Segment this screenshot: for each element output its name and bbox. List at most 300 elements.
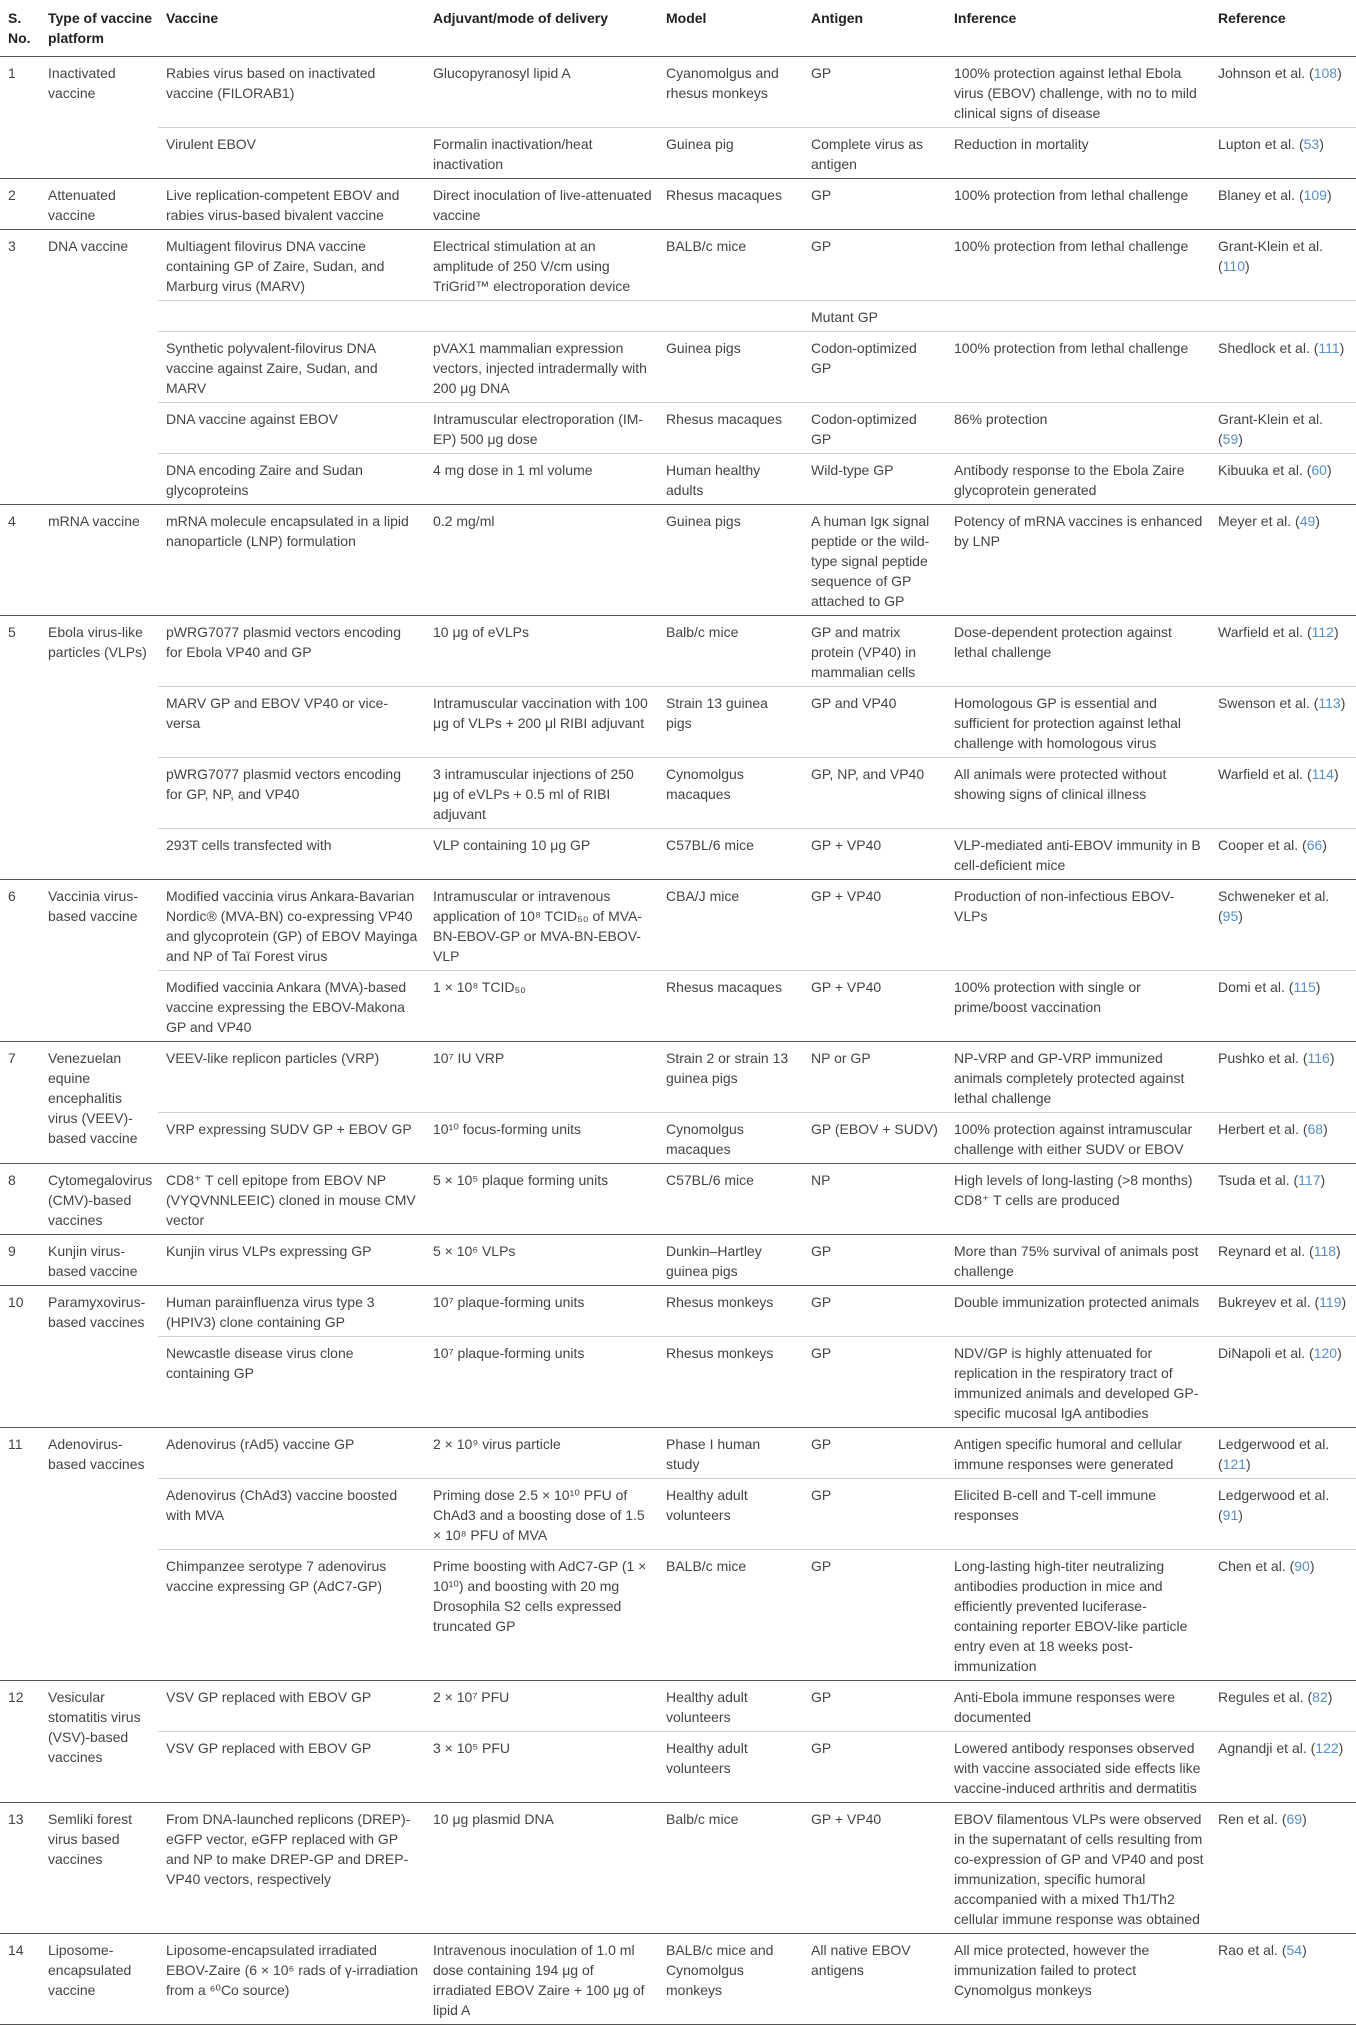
adjuvant-cell: 10¹⁰ focus-forming units bbox=[425, 1113, 658, 1164]
reference-link[interactable]: 115 bbox=[1293, 979, 1316, 995]
inference-cell: All mice protected, however the immunization failed to protect Cynomolgus monkeys bbox=[946, 1934, 1210, 2025]
reference-close: ) bbox=[1302, 1811, 1307, 1827]
reference-link[interactable]: 111 bbox=[1318, 340, 1340, 356]
reference-link[interactable]: 49 bbox=[1299, 513, 1316, 529]
header-reference: Reference bbox=[1210, 0, 1356, 57]
inference-cell: Antigen specific humoral and cellular immune responses were generated bbox=[946, 1428, 1210, 1479]
antigen-cell: GP + VP40 bbox=[803, 1803, 946, 1934]
antigen-cell: NP or GP bbox=[803, 1042, 946, 1113]
header-sno: S. No. bbox=[0, 0, 40, 57]
reference-close: ) bbox=[1326, 187, 1332, 203]
reference-cell bbox=[1210, 1286, 1356, 1337]
reference-author: Grant-Klein et al. ( bbox=[1218, 411, 1324, 447]
row-number: 13 bbox=[0, 1803, 40, 1934]
reference-author: Rao et al. ( bbox=[1218, 1942, 1287, 1958]
adjuvant-cell: VLP containing 10 μg GP bbox=[425, 829, 658, 880]
inference-cell: 86% protection bbox=[946, 403, 1210, 454]
reference-link[interactable]: 112 bbox=[1311, 624, 1334, 640]
antigen-cell: GP and matrix protein (VP40) in mammalian cells bbox=[803, 616, 946, 687]
table-row bbox=[0, 687, 1356, 758]
antigen-cell: Codon-optimized GP bbox=[803, 332, 946, 403]
model-cell: Healthy adult volunteers bbox=[658, 1479, 803, 1550]
reference-author: Agnandji et al. ( bbox=[1218, 1740, 1316, 1756]
vaccine-platform: Vaccinia virus-based vaccine bbox=[40, 880, 158, 1042]
vaccine-cell: Newcastle disease virus clone containing GP bbox=[158, 1337, 425, 1428]
adjuvant-cell: 10 μg plasmid DNA bbox=[425, 1803, 658, 1934]
row-number: 8 bbox=[0, 1164, 40, 1235]
reference-author: Pushko et al. ( bbox=[1218, 1050, 1308, 1066]
vaccine-platform: Attenuated vaccine bbox=[40, 179, 158, 230]
table-row bbox=[0, 505, 1356, 616]
adjuvant-cell: Formalin inactivation/heat inactivation bbox=[425, 128, 658, 179]
reference-link[interactable]: 69 bbox=[1286, 1811, 1303, 1827]
header-inference: Inference bbox=[946, 0, 1210, 57]
model-cell: Guinea pig bbox=[658, 128, 803, 179]
vaccine-cell: VSV GP replaced with EBOV GP bbox=[158, 1681, 425, 1732]
table-row bbox=[0, 403, 1356, 454]
vaccine-cell: Modified vaccinia virus Ankara-Bavarian Nordic® (MVA-BN) co-expressing VP40 and glycoprotein (GP) of EBOV Mayinga and NP of Taï Forest virus bbox=[158, 880, 425, 971]
vaccine-platform: mRNA vaccine bbox=[40, 505, 158, 616]
vaccine-cell: From DNA-launched replicons (DREP)-eGFP vector, eGFP replaced with GP and NP to make DREP-GP and DREP-VP40 vectors, respectively bbox=[158, 1803, 425, 1934]
adjuvant-cell: 10⁷ plaque-forming units bbox=[425, 1337, 658, 1428]
model-cell: C57BL/6 mice bbox=[658, 1164, 803, 1235]
adjuvant-cell: Priming dose 2.5 × 10¹⁰ PFU of ChAd3 and a boosting dose of 1.5 × 10⁸ PFU of MVA bbox=[425, 1479, 658, 1550]
adjuvant-cell: Electrical stimulation at an amplitude of 250 V/cm using TriGrid™ electroporation device bbox=[425, 230, 658, 301]
adjuvant-cell: 10⁷ plaque-forming units bbox=[425, 1286, 658, 1337]
vaccine-platform: Liposome-encapsulated vaccine bbox=[40, 1934, 158, 2025]
reference-link[interactable]: 113 bbox=[1318, 695, 1341, 711]
inference-cell: Lowered antibody responses observed with vaccine associated side effects like vaccine-induced arthritis and dermatitis bbox=[946, 1732, 1210, 1803]
reference-author: Schweneker et al. ( bbox=[1218, 888, 1330, 924]
table-row bbox=[0, 971, 1356, 1042]
reference-author: Herbert et al. ( bbox=[1218, 1121, 1308, 1137]
row-number: 4 bbox=[0, 505, 40, 616]
vaccine-cell: Synthetic polyvalent-filovirus DNA vaccine against Zaire, Sudan, and MARV bbox=[158, 332, 425, 403]
reference-close: ) bbox=[1320, 1172, 1326, 1188]
model-cell: CBA/J mice bbox=[658, 880, 803, 971]
reference-link[interactable]: 59 bbox=[1222, 431, 1239, 447]
reference-close: ) bbox=[1238, 908, 1243, 924]
model-cell: BALB/c mice bbox=[658, 1550, 803, 1681]
reference-cell bbox=[1210, 758, 1356, 829]
antigen-cell: GP (EBOV + SUDV) bbox=[803, 1113, 946, 1164]
adjuvant-cell bbox=[425, 301, 658, 332]
inference-cell: More than 75% survival of animals post challenge bbox=[946, 1235, 1210, 1286]
reference-cell bbox=[1210, 128, 1356, 179]
inference-cell: 100% protection with single or prime/boost vaccination bbox=[946, 971, 1210, 1042]
reference-link[interactable]: 91 bbox=[1222, 1507, 1239, 1523]
adjuvant-cell: 1 × 10⁸ TCID₅₀ bbox=[425, 971, 658, 1042]
reference-link[interactable]: 109 bbox=[1303, 187, 1327, 203]
vaccine-cell: VEEV-like replicon particles (VRP) bbox=[158, 1042, 425, 1113]
reference-author: Johnson et al. ( bbox=[1218, 65, 1314, 81]
model-cell: Human healthy adults bbox=[658, 454, 803, 505]
table-row bbox=[0, 1286, 1356, 1337]
reference-link[interactable]: 54 bbox=[1286, 1942, 1303, 1958]
reference-cell bbox=[1210, 1113, 1356, 1164]
header-adjuvant: Adjuvant/mode of delivery bbox=[425, 0, 658, 57]
table-row bbox=[0, 616, 1356, 687]
table-row bbox=[0, 1803, 1356, 1934]
antigen-cell: GP bbox=[803, 1286, 946, 1337]
model-cell: Rhesus monkeys bbox=[658, 1337, 803, 1428]
reference-close: ) bbox=[1238, 431, 1243, 447]
reference-close: ) bbox=[1329, 1050, 1335, 1066]
reference-cell bbox=[1210, 1042, 1356, 1113]
table-row bbox=[0, 57, 1356, 128]
reference-close: ) bbox=[1341, 1294, 1347, 1310]
reference-author: Meyer et al. ( bbox=[1218, 513, 1300, 529]
antigen-cell: GP bbox=[803, 230, 946, 301]
reference-link[interactable]: 108 bbox=[1313, 65, 1338, 81]
reference-cell bbox=[1210, 230, 1356, 301]
table-row bbox=[0, 829, 1356, 880]
row-number: 10 bbox=[0, 1286, 40, 1428]
model-cell: Balb/c mice bbox=[658, 1803, 803, 1934]
vaccine-platform: Venezuelan equine encephalitis virus (VEEV)-based vaccine bbox=[40, 1042, 158, 1164]
reference-link[interactable]: 95 bbox=[1222, 908, 1239, 924]
inference-cell: Anti-Ebola immune responses were documented bbox=[946, 1681, 1210, 1732]
vaccine-cell: DNA vaccine against EBOV bbox=[158, 403, 425, 454]
reference-link[interactable]: 117 bbox=[1298, 1172, 1321, 1188]
antigen-cell: GP bbox=[803, 1550, 946, 1681]
inference-cell: NDV/GP is highly attenuated for replication in the respiratory tract of immunized animals and developed GP-specific mucosal IgA antibodies bbox=[946, 1337, 1210, 1428]
table-row bbox=[0, 1235, 1356, 1286]
reference-author: Swenson et al. ( bbox=[1218, 695, 1319, 711]
antigen-cell: GP bbox=[803, 1235, 946, 1286]
reference-author: Blaney et al. ( bbox=[1218, 187, 1304, 203]
model-cell: Healthy adult volunteers bbox=[658, 1732, 803, 1803]
vaccine-platform: Kunjin virus-based vaccine bbox=[40, 1235, 158, 1286]
reference-close: ) bbox=[1338, 1740, 1344, 1756]
adjuvant-cell: 4 mg dose in 1 ml volume bbox=[425, 454, 658, 505]
table-row bbox=[0, 128, 1356, 179]
model-cell: BALB/c mice bbox=[658, 230, 803, 301]
table-row bbox=[0, 758, 1356, 829]
adjuvant-cell: 5 × 10⁶ VLPs bbox=[425, 1235, 658, 1286]
vaccine-platform: Paramyxovirus-based vaccines bbox=[40, 1286, 158, 1428]
reference-close: ) bbox=[1245, 258, 1250, 274]
reference-close: ) bbox=[1315, 979, 1321, 995]
header-antigen: Antigen bbox=[803, 0, 946, 57]
row-number: 14 bbox=[0, 1934, 40, 2025]
adjuvant-cell: 3 × 10⁵ PFU bbox=[425, 1732, 658, 1803]
model-cell: Strain 2 or strain 13 guinea pigs bbox=[658, 1042, 803, 1113]
adjuvant-cell: Glucopyranosyl lipid A bbox=[433, 65, 571, 81]
antigen-cell: GP bbox=[803, 1479, 946, 1550]
vaccine-cell: Adenovirus (ChAd3) vaccine boosted with MVA bbox=[158, 1479, 425, 1550]
antigen-cell: Codon-optimized GP bbox=[803, 403, 946, 454]
vaccine-cell: Live replication-competent EBOV and rabies virus-based bivalent vaccine bbox=[158, 179, 425, 230]
reference-author: Cooper et al. ( bbox=[1218, 837, 1307, 853]
reference-author: Lupton et al. ( bbox=[1218, 136, 1304, 152]
model-cell: Cynomolgus macaques bbox=[658, 1113, 803, 1164]
reference-link[interactable]: 119 bbox=[1319, 1294, 1342, 1310]
model-cell: Dunkin–Hartley guinea pigs bbox=[658, 1235, 803, 1286]
table-row bbox=[0, 880, 1356, 971]
vaccine-cell bbox=[158, 301, 425, 332]
inference-cell: VLP-mediated anti-EBOV immunity in B cell-deficient mice bbox=[946, 829, 1210, 880]
row-number: 2 bbox=[0, 179, 40, 230]
reference-author: Ledgerwood et al. ( bbox=[1218, 1487, 1330, 1523]
inference-cell: Potency of mRNA vaccines is enhanced by LNP bbox=[946, 505, 1210, 616]
antigen-cell: GP + VP40 bbox=[803, 971, 946, 1042]
reference-link[interactable]: 60 bbox=[1311, 462, 1327, 478]
reference-cell bbox=[1210, 1550, 1356, 1681]
antigen-cell: GP bbox=[811, 65, 832, 81]
antigen-cell: Wild-type GP bbox=[803, 454, 946, 505]
reference-cell bbox=[1210, 179, 1356, 230]
row-number: 9 bbox=[0, 1235, 40, 1286]
adjuvant-cell: 2 × 10⁹ virus particle bbox=[425, 1428, 658, 1479]
reference-cell bbox=[1210, 301, 1356, 332]
vaccine-cell: Chimpanzee serotype 7 adenovirus vaccine expressing GP (AdC7-GP) bbox=[158, 1550, 425, 1681]
reference-author: Ren et al. ( bbox=[1218, 1811, 1287, 1827]
adjuvant-cell: 5 × 10⁵ plaque forming units bbox=[425, 1164, 658, 1235]
reference-author: Ledgerwood et al. ( bbox=[1218, 1436, 1330, 1472]
vaccine-platform: Semliki forest virus based vaccines bbox=[40, 1803, 158, 1934]
antigen-cell: A human Igκ signal peptide or the wild-type signal peptide sequence of GP attached to GP bbox=[803, 505, 946, 616]
reference-close: ) bbox=[1323, 1121, 1328, 1137]
antigen-cell: GP bbox=[803, 1428, 946, 1479]
reference-cell bbox=[1210, 1934, 1356, 2025]
vaccine-cell: Kunjin virus VLPs expressing GP bbox=[158, 1235, 425, 1286]
reference-close: ) bbox=[1337, 65, 1342, 81]
reference-cell bbox=[1210, 829, 1356, 880]
reference-author: Reynard et al. ( bbox=[1218, 1243, 1314, 1259]
reference-close: ) bbox=[1326, 462, 1332, 478]
antigen-cell: Mutant GP bbox=[803, 301, 946, 332]
reference-author: Regules et al. ( bbox=[1218, 1689, 1313, 1705]
table-row bbox=[0, 230, 1356, 301]
reference-cell bbox=[1210, 1732, 1356, 1803]
antigen-cell: GP, NP, and VP40 bbox=[803, 758, 946, 829]
table-row bbox=[0, 1681, 1356, 1732]
vaccine-cell: Human parainfluenza virus type 3 (HPIV3) clone containing GP bbox=[158, 1286, 425, 1337]
vaccine-cell: mRNA molecule encapsulated in a lipid nanoparticle (LNP) formulation bbox=[158, 505, 425, 616]
inference-cell: 100% protection from lethal challenge bbox=[946, 332, 1210, 403]
table-row bbox=[0, 1337, 1356, 1428]
table-row bbox=[0, 1732, 1356, 1803]
vaccine-cell: Rabies virus based on inactivated vaccine (FILORAB1) bbox=[166, 65, 376, 101]
reference-close: ) bbox=[1336, 1243, 1341, 1259]
reference-author: Tsuda et al. ( bbox=[1218, 1172, 1299, 1188]
model-cell bbox=[658, 301, 803, 332]
inference-cell: Reduction in mortality bbox=[946, 128, 1210, 179]
vaccine-cell: Virulent EBOV bbox=[158, 128, 425, 179]
reference-link[interactable]: 68 bbox=[1307, 1121, 1324, 1137]
adjuvant-cell: 10⁷ IU VRP bbox=[425, 1042, 658, 1113]
table-row bbox=[0, 454, 1356, 505]
table-row bbox=[0, 1428, 1356, 1479]
table-body bbox=[0, 57, 1356, 2025]
model-cell: Healthy adult volunteers bbox=[658, 1681, 803, 1732]
reference-cell bbox=[1210, 880, 1356, 971]
table-header-row bbox=[0, 0, 1356, 57]
antigen-cell: GP bbox=[803, 1732, 946, 1803]
inference-cell: 100% protection against lethal Ebola virus (EBOV) challenge, with no to mild clinical signs of disease bbox=[954, 65, 1197, 121]
inference-cell: Production of non-infectious EBOV-VLPs bbox=[946, 880, 1210, 971]
inference-cell: 100% protection against intramuscular challenge with either SUDV or EBOV bbox=[946, 1113, 1210, 1164]
vaccine-cell: Multiagent filovirus DNA vaccine containing GP of Zaire, Sudan, and Marburg virus (MARV) bbox=[158, 230, 425, 301]
reference-close: ) bbox=[1319, 136, 1324, 152]
inference-cell: Double immunization protected animals bbox=[946, 1286, 1210, 1337]
reference-link[interactable]: 90 bbox=[1294, 1558, 1310, 1574]
model-cell: Strain 13 guinea pigs bbox=[658, 687, 803, 758]
vaccine-cell: VSV GP replaced with EBOV GP bbox=[158, 1732, 425, 1803]
header-vaccine: Vaccine bbox=[158, 0, 425, 57]
reference-close: ) bbox=[1327, 1689, 1333, 1705]
adjuvant-cell: 2 × 10⁷ PFU bbox=[425, 1681, 658, 1732]
inference-cell: Antibody response to the Ebola Zaire glycoprotein generated bbox=[946, 454, 1210, 505]
vaccine-cell: pWRG7077 plasmid vectors encoding for GP, NP, and VP40 bbox=[158, 758, 425, 829]
antigen-cell: GP + VP40 bbox=[803, 829, 946, 880]
inference-cell: Homologous GP is essential and sufficient for protection against lethal challenge with homologous virus bbox=[946, 687, 1210, 758]
header-type: Type of vaccine platform bbox=[40, 0, 158, 57]
antigen-cell: NP bbox=[803, 1164, 946, 1235]
model-cell: Cynomolgus macaques bbox=[658, 758, 803, 829]
vaccine-cell: pWRG7077 plasmid vectors encoding for Ebola VP40 and GP bbox=[158, 616, 425, 687]
adjuvant-cell: Intramuscular vaccination with 100 μg of VLPs + 200 μl RIBI adjuvant bbox=[425, 687, 658, 758]
reference-close: ) bbox=[1302, 1942, 1307, 1958]
reference-link[interactable]: 110 bbox=[1222, 258, 1245, 274]
table-row bbox=[0, 1164, 1356, 1235]
reference-close: ) bbox=[1333, 766, 1339, 782]
reference-author: Shedlock et al. ( bbox=[1218, 340, 1319, 356]
adjuvant-cell: Direct inoculation of live-attenuated vaccine bbox=[425, 179, 658, 230]
adjuvant-cell: Intramuscular electroporation (IM-EP) 500 μg dose bbox=[425, 403, 658, 454]
reference-link[interactable]: 66 bbox=[1306, 837, 1323, 853]
vaccine-cell: Adenovirus (rAd5) vaccine GP bbox=[158, 1428, 425, 1479]
reference-close: ) bbox=[1322, 837, 1327, 853]
vaccine-platform: Ebola virus-like particles (VLPs) bbox=[40, 616, 158, 880]
model-cell: Balb/c mice bbox=[658, 616, 803, 687]
reference-cell bbox=[1210, 1235, 1356, 1286]
reference-link[interactable]: 53 bbox=[1303, 136, 1320, 152]
reference-author: DiNapoli et al. ( bbox=[1218, 1345, 1314, 1361]
antigen-cell: Complete virus as antigen bbox=[803, 128, 946, 179]
vaccine-platform: Adenovirus-based vaccines bbox=[40, 1428, 158, 1681]
vaccine-platform: Vesicular stomatitis virus (VSV)-based vaccines bbox=[40, 1681, 158, 1803]
reference-author: Kibuuka et al. ( bbox=[1218, 462, 1312, 478]
reference-cell bbox=[1210, 454, 1356, 505]
reference-cell bbox=[1210, 971, 1356, 1042]
reference-author: Bukreyev et al. ( bbox=[1218, 1294, 1320, 1310]
reference-close: ) bbox=[1337, 1345, 1342, 1361]
table-row bbox=[0, 1934, 1356, 2025]
reference-cell bbox=[1210, 1164, 1356, 1235]
row-number: 7 bbox=[0, 1042, 40, 1164]
adjuvant-cell: Prime boosting with AdC7-GP (1 × 10¹⁰) and boosting with 20 mg Drosophila S2 cells expressed truncated GP bbox=[425, 1550, 658, 1681]
table-row bbox=[0, 179, 1356, 230]
model-cell: Rhesus macaques bbox=[658, 179, 803, 230]
reference-close: ) bbox=[1340, 695, 1346, 711]
table-row bbox=[0, 301, 1356, 332]
inference-cell: Long-lasting high-titer neutralizing antibodies production in mice and efficiently prevented luciferase-containing reporter EBOV-like particle entry even at 18 weeks post-immunization bbox=[946, 1550, 1210, 1681]
adjuvant-cell: 10 μg of eVLPs bbox=[425, 616, 658, 687]
reference-cell bbox=[1210, 616, 1356, 687]
row-number: 1 bbox=[8, 65, 16, 81]
table-row bbox=[0, 1479, 1356, 1550]
reference-link[interactable]: 122 bbox=[1315, 1740, 1339, 1756]
inference-cell: Elicited B-cell and T-cell immune responses bbox=[946, 1479, 1210, 1550]
header-model: Model bbox=[658, 0, 803, 57]
row-number: 6 bbox=[0, 880, 40, 1042]
reference-cell bbox=[1210, 57, 1356, 128]
row-number: 12 bbox=[0, 1681, 40, 1803]
reference-author: Warfield et al. ( bbox=[1218, 624, 1312, 640]
row-number: 11 bbox=[0, 1428, 40, 1681]
inference-cell bbox=[946, 301, 1210, 332]
adjuvant-cell: Intramuscular or intravenous application of 10⁸ TCID₅₀ of MVA-BN-EBOV-GP or MVA-BN-EBOV-VLP bbox=[425, 880, 658, 971]
adjuvant-cell: 3 intramuscular injections of 250 μg of eVLPs + 0.5 ml of RIBI adjuvant bbox=[425, 758, 658, 829]
model-cell: Rhesus macaques bbox=[658, 403, 803, 454]
vaccine-platform: DNA vaccine bbox=[40, 230, 158, 505]
reference-cell bbox=[1210, 332, 1356, 403]
model-cell: Rhesus macaques bbox=[658, 971, 803, 1042]
model-cell: Guinea pigs bbox=[658, 332, 803, 403]
model-cell: Guinea pigs bbox=[658, 505, 803, 616]
antigen-cell: GP and VP40 bbox=[803, 687, 946, 758]
reference-link[interactable]: 120 bbox=[1313, 1345, 1338, 1361]
reference-link[interactable]: 82 bbox=[1312, 1689, 1328, 1705]
reference-link[interactable]: 118 bbox=[1313, 1243, 1337, 1259]
reference-cell bbox=[1210, 1337, 1356, 1428]
reference-author: Warfield et al. ( bbox=[1218, 766, 1312, 782]
reference-cell bbox=[1210, 687, 1356, 758]
reference-cell bbox=[1210, 1803, 1356, 1934]
reference-close: ) bbox=[1238, 1507, 1243, 1523]
reference-cell bbox=[1210, 505, 1356, 616]
antigen-cell: GP bbox=[803, 1681, 946, 1732]
antigen-cell: GP bbox=[803, 1337, 946, 1428]
reference-link[interactable]: 116 bbox=[1307, 1050, 1330, 1066]
adjuvant-cell: Intravenous inoculation of 1.0 ml dose containing 194 μg of irradiated EBOV Zaire + 100 μg of lipid A bbox=[425, 1934, 658, 2025]
vaccine-cell: 293T cells transfected with bbox=[158, 829, 425, 880]
antigen-cell: GP bbox=[803, 179, 946, 230]
vaccine-platform: Inactivated vaccine bbox=[48, 65, 116, 101]
inference-cell: Dose-dependent protection against lethal challenge bbox=[946, 616, 1210, 687]
model-cell: Phase I human study bbox=[658, 1428, 803, 1479]
vaccine-cell: MARV GP and EBOV VP40 or vice-versa bbox=[158, 687, 425, 758]
vaccine-cell: Liposome-encapsulated irradiated EBOV-Zaire (6 × 10⁶ rads of γ-irradiation from a ⁶⁰Co source) bbox=[158, 1934, 425, 2025]
table-row bbox=[0, 332, 1356, 403]
reference-close: ) bbox=[1246, 1456, 1251, 1472]
inference-cell: All animals were protected without showing signs of clinical illness bbox=[946, 758, 1210, 829]
inference-cell: NP-VRP and GP-VRP immunized animals completely protected against lethal challenge bbox=[946, 1042, 1210, 1113]
inference-cell: 100% protection from lethal challenge bbox=[946, 179, 1210, 230]
vaccine-platform: Cytomegalovirus (CMV)-based vaccines bbox=[40, 1164, 158, 1235]
adjuvant-cell: pVAX1 mammalian expression vectors, injected intradermally with 200 μg DNA bbox=[425, 332, 658, 403]
row-number: 3 bbox=[0, 230, 40, 505]
reference-close: ) bbox=[1333, 624, 1339, 640]
model-cell: BALB/c mice and Cynomolgus monkeys bbox=[658, 1934, 803, 2025]
inference-cell: EBOV filamentous VLPs were observed in the supernatant of cells resulting from co-expression of GP and VP40 and post immunization, specific humoral accompanied with a mixed Th1/Th2 cellular immune response was obtained bbox=[946, 1803, 1210, 1934]
reference-author: Grant-Klein et al. ( bbox=[1218, 238, 1324, 274]
model-cell: Cyanomolgus and rhesus monkeys bbox=[666, 65, 779, 101]
antigen-cell: GP + VP40 bbox=[803, 880, 946, 971]
vaccine-cell: VRP expressing SUDV GP + EBOV GP bbox=[158, 1113, 425, 1164]
table-row bbox=[0, 1113, 1356, 1164]
reference-link[interactable]: 121 bbox=[1222, 1456, 1247, 1472]
reference-link[interactable]: 114 bbox=[1311, 766, 1334, 782]
inference-cell: High levels of long-lasting (>8 months) CD8⁺ T cells are produced bbox=[946, 1164, 1210, 1235]
inference-cell: 100% protection from lethal challenge bbox=[946, 230, 1210, 301]
vaccine-cell: Modified vaccinia Ankara (MVA)-based vaccine expressing the EBOV-Makona GP and VP40 bbox=[158, 971, 425, 1042]
reference-close: ) bbox=[1309, 1558, 1315, 1574]
reference-cell bbox=[1210, 1428, 1356, 1479]
reference-author: Chen et al. ( bbox=[1218, 1558, 1295, 1574]
